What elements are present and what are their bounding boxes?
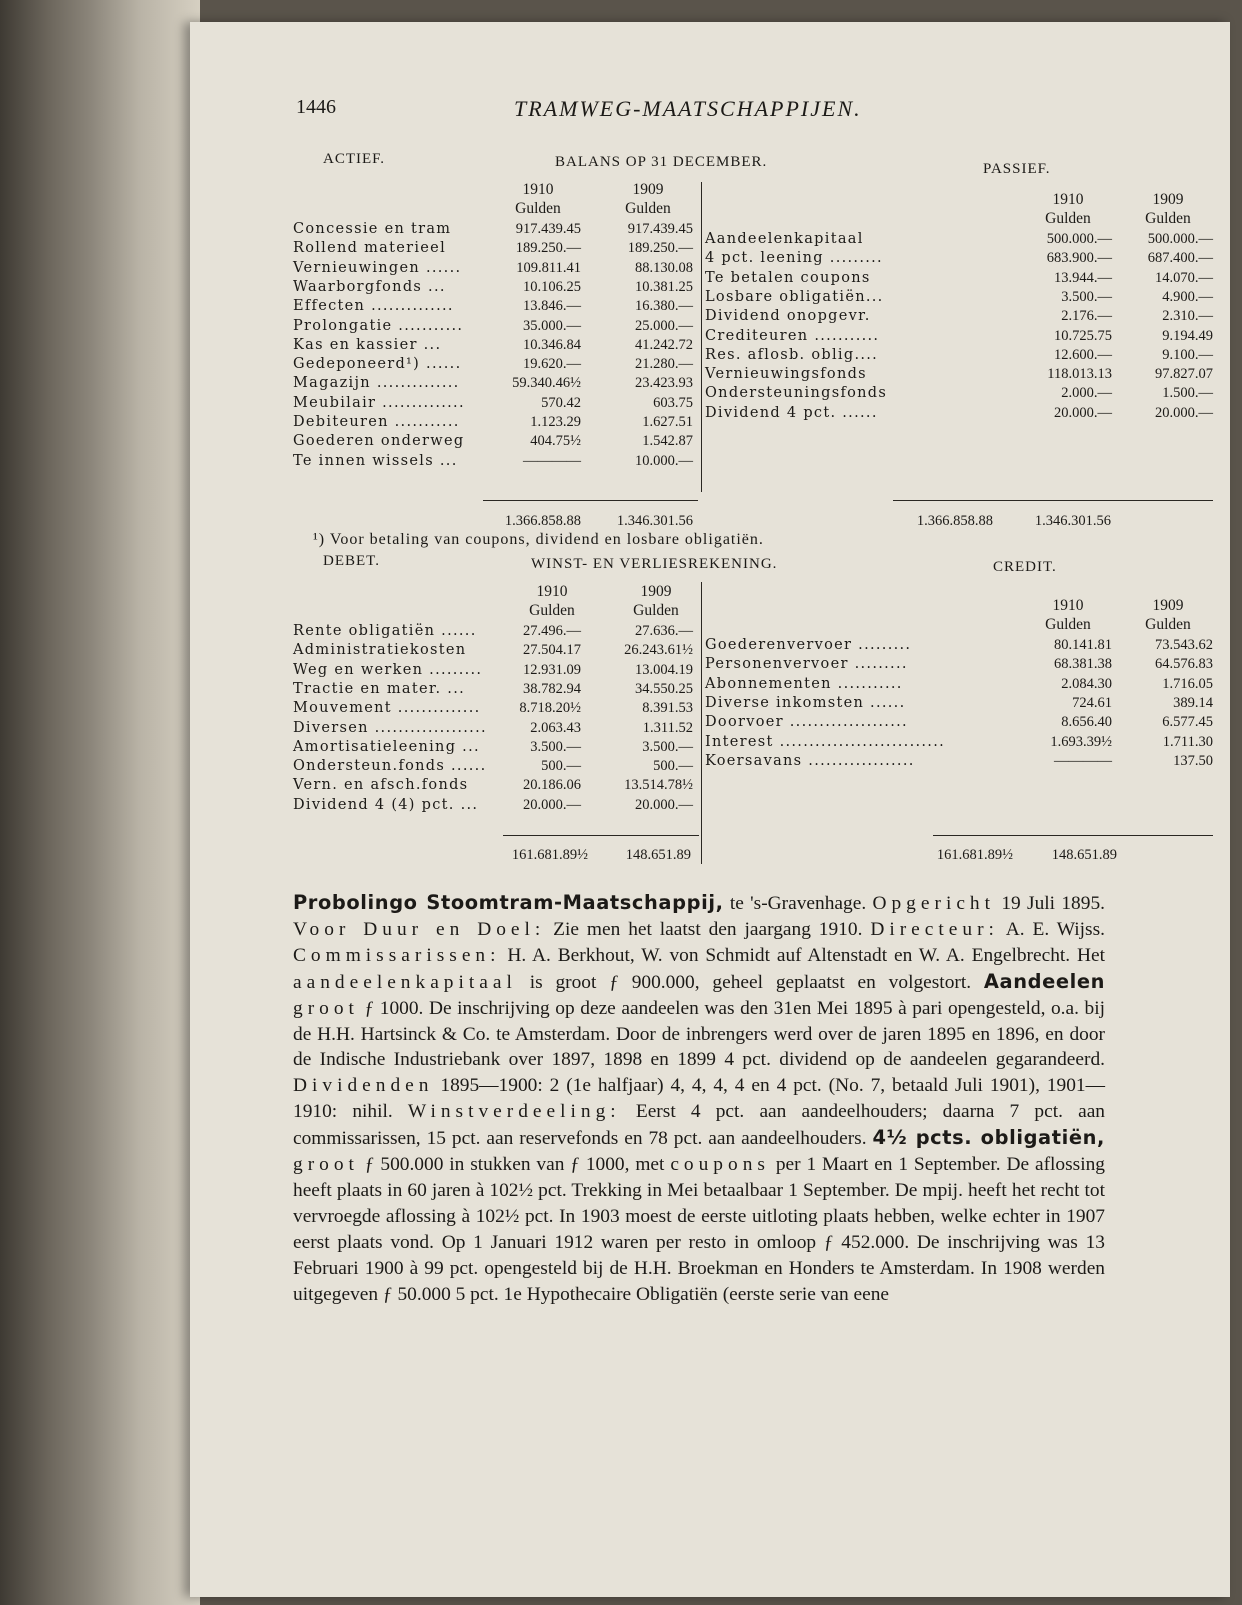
row-value-1909: 500.— <box>653 758 693 775</box>
article-keyword: coupons <box>670 1154 770 1176</box>
debit-total-1910: 161.681.89½ <box>511 847 588 863</box>
article-text: Eerst 4 pct. aan aandeelhouders; daarna 7 pct. aan commissarissen, 15 pct. aan reservefonds en 78 pct. aan aandeelhouders. <box>293 1101 1106 1150</box>
row-value-1910: 13.846.— <box>523 298 581 315</box>
credit-year-1909: 1909 <box>1152 597 1184 614</box>
row-value-1910: 3.500.— <box>1061 288 1112 305</box>
row-value-1909: 189.250.— <box>627 240 693 257</box>
row-value-1910: 2.084.30 <box>1061 675 1112 692</box>
article-bold-heading: 4½ pcts. obligatiën, <box>872 1126 1105 1150</box>
row-label: Diversen ................... <box>293 719 487 736</box>
row-value-1909: 9.100.— <box>1162 346 1213 363</box>
row-value-1910: 20.000.— <box>1054 404 1112 421</box>
row-value-1910: 1.123.29 <box>530 414 581 430</box>
row-value-1910: 2.000.— <box>1061 385 1112 402</box>
row-value-1909: 34.550.25 <box>635 680 693 697</box>
liability-row <box>705 249 1213 268</box>
balance-divider <box>701 182 702 492</box>
liability-row <box>705 288 1213 307</box>
row-value-1910: 109.811.41 <box>516 259 581 276</box>
company-article <box>293 890 1105 1308</box>
row-label: Dividend 4 (4) pct. ... <box>293 796 479 813</box>
row-label: Waarborgfonds ... <box>293 278 446 295</box>
pl-right-title: CREDIT. <box>993 559 1057 575</box>
liabilities-unit-1909: Gulden <box>1145 210 1191 227</box>
row-value-1909: 14.070.— <box>1155 269 1213 286</box>
row-value-1910: 500.— <box>541 758 581 775</box>
row-label: Debiteuren ........... <box>293 414 460 430</box>
asset-row <box>293 452 701 471</box>
debit-row <box>293 622 701 641</box>
article-text: ƒ 500.000 in stukken van ƒ 1000, met <box>358 1154 671 1176</box>
row-value-1909: 73.543.62 <box>1155 637 1213 653</box>
row-label: Concessie en tram <box>293 221 452 237</box>
row-value-1910: 19.620.— <box>523 356 581 373</box>
row-label: Goederenvervoer ......... <box>705 637 912 653</box>
row-value-1909: 687.400.— <box>1147 250 1213 267</box>
row-value-1909: 603.75 <box>653 394 693 411</box>
article-text: per 1 Maart en 1 September. De aflossing heeft plaats in 60 jaren à 102½ pct. Trekking in Mei betaalbaar 1 September. De mpij. heeft het recht tot vervroegde aflossing à 102½ pct. In 1903 moest de eerste uitloting plaats hebben, welke echter in 1907 eerst plaats vond. Op 1 Januari 1912 waren per resto in omloop ƒ 452.000. De inschrijving was 13 Februari 1900 à 99 pct. opengesteld bij de H.H. Broekman en Honders te Amsterdam. In 1908 werden uitgegeven ƒ 50.000 5 pct. 1e Hypothecaire Obligatiën (eerste serie van eene <box>293 1154 1106 1305</box>
row-label: Rente obligatiën ...... <box>293 623 477 639</box>
row-value-1910: 68.381.38 <box>1054 656 1112 673</box>
debit-total-rule <box>503 835 699 836</box>
asset-row <box>293 355 701 374</box>
row-value-1910: 20.000.— <box>523 796 581 813</box>
row-value-1909: 21.280.— <box>635 356 693 373</box>
running-title: TRAMWEG-MAATSCHAPPIJEN. <box>514 96 862 121</box>
row-value-1909: 26.243.61½ <box>624 642 693 659</box>
row-value-1910: 10.346.84 <box>523 336 581 353</box>
row-value-1910: ———— <box>1054 752 1112 769</box>
row-label: Personenvervoer ......... <box>705 656 908 673</box>
row-label: Amortisatieleening ... <box>293 738 480 755</box>
row-value-1910: 8.718.20½ <box>519 700 581 717</box>
debit-row <box>293 776 701 795</box>
liability-row <box>705 327 1213 346</box>
row-value-1910: 27.504.17 <box>523 642 581 659</box>
row-value-1909: 6.577.45 <box>1162 714 1213 731</box>
debit-row <box>293 680 701 699</box>
row-value-1910: 118.013.13 <box>1047 366 1112 383</box>
article-text: te 's-Gravenhage. <box>723 893 873 914</box>
asset-row <box>293 374 701 393</box>
row-value-1910: 683.900.— <box>1046 250 1112 267</box>
article-keyword: Dividenden <box>293 1075 434 1097</box>
asset-row <box>293 220 701 239</box>
row-label: Meubilair .............. <box>293 394 465 411</box>
row-label: Magazijn .............. <box>293 375 460 392</box>
assets-total-rule <box>483 500 698 501</box>
row-label: Vernieuwingen ...... <box>293 259 462 276</box>
balance-center-title: BALANS OP 31 DECEMBER. <box>555 154 768 170</box>
liability-row <box>705 384 1213 403</box>
article-keyword: Directeur: <box>870 918 999 940</box>
asset-row <box>293 259 701 278</box>
row-value-1909: 500.000.— <box>1147 231 1213 247</box>
balance-right-title: PASSIEF. <box>983 161 1051 177</box>
row-label: Res. aflosb. oblig.... <box>705 346 879 363</box>
row-value-1909: 64.576.83 <box>1155 656 1213 673</box>
balance-left-title: ACTIEF. <box>323 151 386 167</box>
book-edge <box>0 0 200 1605</box>
row-value-1909: 1.711.30 <box>1162 733 1213 750</box>
debit-row <box>293 796 701 815</box>
credit-total-1909: 148.651.89 <box>1051 847 1117 863</box>
row-label: Aandeelenkapitaal <box>705 231 864 247</box>
row-value-1910: ———— <box>523 452 581 469</box>
credit-total-rule <box>933 835 1213 836</box>
pl-divider <box>701 582 702 864</box>
row-value-1909: 10.000.— <box>635 452 693 469</box>
row-label: Administratiekosten <box>293 642 467 659</box>
article-text: 19 Juli 1895. <box>995 893 1105 914</box>
article-keyword: Commissarissen: <box>293 944 501 966</box>
liability-row <box>705 404 1213 423</box>
liabilities-total-1909: 1.346.301.56 <box>1034 513 1111 529</box>
debit-row <box>293 719 701 738</box>
asset-row <box>293 239 701 258</box>
row-label: Goederen onderweg <box>293 433 465 450</box>
row-label: Mouvement .............. <box>293 700 481 717</box>
article-text: ƒ 1000. De inschrijving op deze aandeelen was den 31en Mei 1895 à pari opengesteld, o.a. bij de H.H. Hartsinck & Co. te Amsterdam. Door de inbrengers werd over de jaren 1895 en 1896, en door de Indische Industriebank over 1897, 1898 en 1899 4 pct. dividend op de aandeelen gegarandeerd. <box>293 997 1105 1071</box>
balance-footnote: ¹) Voor betaling van coupons, dividend en losbare obligatiën. <box>313 531 764 548</box>
row-value-1910: 12.600.— <box>1054 346 1112 363</box>
credit-row <box>705 713 1213 732</box>
row-value-1909: 917.439.45 <box>627 221 693 237</box>
credit-row <box>705 675 1213 694</box>
credit-unit-1910: Gulden <box>1045 616 1091 633</box>
assets-year-1909: 1909 <box>632 181 664 198</box>
row-value-1910: 8.656.40 <box>1061 714 1112 731</box>
row-label: Dividend onopgevr. <box>705 308 871 325</box>
assets-total-1909: 1.346.301.56 <box>616 513 693 529</box>
row-label: Abonnementen ........... <box>705 675 903 692</box>
row-label: Prolongatie ........... <box>293 317 464 334</box>
liability-row <box>705 269 1213 288</box>
pl-left-title: DEBET. <box>323 553 380 569</box>
row-value-1910: 404.75½ <box>530 433 581 450</box>
asset-row <box>293 413 701 432</box>
row-value-1910: 1.693.39½ <box>1050 733 1112 750</box>
debit-year-1910: 1910 <box>536 583 568 600</box>
row-value-1910: 724.61 <box>1072 694 1112 711</box>
row-label: Te innen wissels ... <box>293 452 458 469</box>
liability-row <box>705 365 1213 384</box>
page-number: 1446 <box>296 96 336 118</box>
row-value-1909: 25.000.— <box>635 317 693 334</box>
row-value-1909: 389.14 <box>1173 694 1213 711</box>
row-value-1910: 59.340.46½ <box>512 375 581 392</box>
row-value-1909: 13.004.19 <box>635 661 693 678</box>
asset-row <box>293 297 701 316</box>
row-value-1909: 10.381.25 <box>635 278 693 295</box>
row-label: Interest ............................ <box>705 733 946 750</box>
liability-row <box>705 307 1213 326</box>
row-value-1909: 41.242.72 <box>635 336 693 353</box>
liability-row <box>705 230 1213 249</box>
row-label: Effecten .............. <box>293 298 454 315</box>
article-text: 1895—1900: 2 (1e halfjaar) 4, 4, 4, 4 en 4 pct. (No. 7, betaald Juli 1901), 1901—1910: nihil. <box>293 1075 1105 1123</box>
row-value-1910: 35.000.— <box>523 317 581 334</box>
row-value-1910: 570.42 <box>541 394 581 411</box>
liabilities-year-1910: 1910 <box>1052 191 1084 208</box>
debit-row <box>293 661 701 680</box>
row-label: Koersavans .................. <box>705 752 915 769</box>
row-label: Losbare obligatiën... <box>705 288 884 305</box>
row-value-1910: 10.725.75 <box>1054 327 1112 344</box>
credit-row <box>705 636 1213 655</box>
row-value-1910: 38.782.94 <box>523 680 581 697</box>
debit-total-1909: 148.651.89 <box>625 847 691 863</box>
row-label: Doorvoer .................... <box>705 714 908 731</box>
row-value-1909: 1.542.87 <box>642 433 693 450</box>
row-value-1909: 13.514.78½ <box>624 777 693 794</box>
article-text: is groot ƒ 900.000, geheel geplaatst en volgestort. <box>516 971 984 993</box>
article-text: Zie men het laatst den jaargang 1910. <box>545 918 871 940</box>
liability-row <box>705 346 1213 365</box>
article-bold-heading: Aandeelen <box>983 969 1105 993</box>
row-value-1909: 1.500.— <box>1162 385 1213 402</box>
row-value-1909: 2.310.— <box>1162 308 1213 325</box>
row-label: Ondersteuningsfonds <box>705 385 888 402</box>
liabilities-year-1909: 1909 <box>1152 191 1184 208</box>
liabilities-unit-1910: Gulden <box>1045 210 1091 227</box>
row-value-1910: 500.000.— <box>1046 231 1112 247</box>
row-value-1909: 27.636.— <box>635 623 693 639</box>
company-name: Probolingo Stoomtram-Maatschappij, <box>293 891 724 914</box>
article-paragraph <box>293 890 1105 1308</box>
row-value-1909: 23.423.93 <box>635 375 693 392</box>
row-value-1909: 1.716.05 <box>1162 675 1213 692</box>
liabilities-total-rule <box>893 500 1213 501</box>
asset-row <box>293 278 701 297</box>
debit-row <box>293 757 701 776</box>
assets-year-1910: 1910 <box>522 181 554 198</box>
article-keyword: Opgericht <box>872 893 996 914</box>
asset-row <box>293 394 701 413</box>
row-label: 4 pct. leening ......... <box>705 250 883 267</box>
article-keyword: Voor Duur en Doel: <box>293 918 546 940</box>
debit-unit-1910: Gulden <box>529 602 575 619</box>
credit-row <box>705 733 1213 752</box>
row-label: Dividend 4 pct. ...... <box>705 404 878 421</box>
row-value-1910: 2.176.— <box>1061 308 1112 325</box>
row-label: Rollend materieel <box>293 240 447 257</box>
row-value-1909: 20.000.— <box>1155 404 1213 421</box>
row-value-1909: 20.000.— <box>635 796 693 813</box>
row-label: Tractie en mater. ... <box>293 680 466 697</box>
row-value-1909: 8.391.53 <box>642 700 693 717</box>
row-value-1909: 1.311.52 <box>642 719 693 736</box>
row-label: Weg en werken ......... <box>293 661 483 678</box>
row-value-1909: 137.50 <box>1173 752 1213 769</box>
row-value-1910: 3.500.— <box>530 738 581 755</box>
row-value-1910: 27.496.— <box>523 623 581 639</box>
row-value-1910: 80.141.81 <box>1054 637 1112 653</box>
row-value-1909: 16.380.— <box>635 298 693 315</box>
row-label: Te betalen coupons <box>705 269 871 286</box>
debit-row <box>293 738 701 757</box>
row-value-1910: 13.944.— <box>1054 269 1112 286</box>
article-text: A. E. Wijss. <box>998 918 1105 940</box>
row-value-1909: 97.827.07 <box>1155 366 1213 383</box>
row-label: Crediteuren ........... <box>705 327 880 344</box>
row-value-1909: 1.627.51 <box>642 414 693 430</box>
row-label: Ondersteun.fonds ...... <box>293 758 487 775</box>
row-value-1910: 2.063.43 <box>530 719 581 736</box>
row-value-1909: 88.130.08 <box>635 259 693 276</box>
row-label: Diverse inkomsten ...... <box>705 694 906 711</box>
article-keyword: groot <box>293 997 359 1019</box>
assets-total-1910: 1.366.858.88 <box>504 513 581 529</box>
asset-row <box>293 336 701 355</box>
row-label: Vernieuwingsfonds <box>705 366 867 383</box>
debit-row <box>293 641 701 660</box>
article-keyword: groot <box>293 1154 359 1176</box>
row-value-1910: 10.106.25 <box>523 278 581 295</box>
article-text: H. A. Berkhout, W. von Schmidt auf Altenstadt en W. A. Engelbrecht. Het <box>500 944 1105 966</box>
credit-row <box>705 694 1213 713</box>
row-value-1909: 9.194.49 <box>1162 327 1213 344</box>
pl-center-title: WINST- EN VERLIESREKENING. <box>531 556 778 572</box>
debit-year-1909: 1909 <box>640 583 672 600</box>
row-label: Vern. en afsch.fonds <box>293 777 469 794</box>
row-value-1910: 12.931.09 <box>523 661 581 678</box>
page-header <box>296 96 1196 136</box>
credit-total-1910: 161.681.89½ <box>936 847 1013 863</box>
assets-unit-1909: Gulden <box>625 200 671 217</box>
article-keyword: aandeelenkapitaal <box>293 971 517 993</box>
credit-row <box>705 752 1213 771</box>
credit-year-1910: 1910 <box>1052 597 1084 614</box>
book-page <box>190 22 1230 1597</box>
balance-sheet <box>293 150 1213 550</box>
debit-unit-1909: Gulden <box>633 602 679 619</box>
row-value-1909: 3.500.— <box>642 738 693 755</box>
row-value-1910: 189.250.— <box>515 240 581 257</box>
asset-row <box>293 432 701 451</box>
row-value-1910: 20.186.06 <box>523 777 581 794</box>
asset-row <box>293 317 701 336</box>
row-label: Kas en kassier ... <box>293 336 442 353</box>
profit-loss <box>293 552 1213 882</box>
credit-unit-1909: Gulden <box>1145 616 1191 633</box>
row-label: Gedeponeerd¹) ...... <box>293 356 462 373</box>
row-value-1910: 917.439.45 <box>515 221 581 237</box>
article-keyword: Winstverdeeling: <box>407 1101 621 1123</box>
assets-unit-1910: Gulden <box>515 200 561 217</box>
credit-row <box>705 655 1213 674</box>
debit-row <box>293 699 701 718</box>
row-value-1909: 4.900.— <box>1162 288 1213 305</box>
liabilities-total-1910: 1.366.858.88 <box>916 513 993 529</box>
